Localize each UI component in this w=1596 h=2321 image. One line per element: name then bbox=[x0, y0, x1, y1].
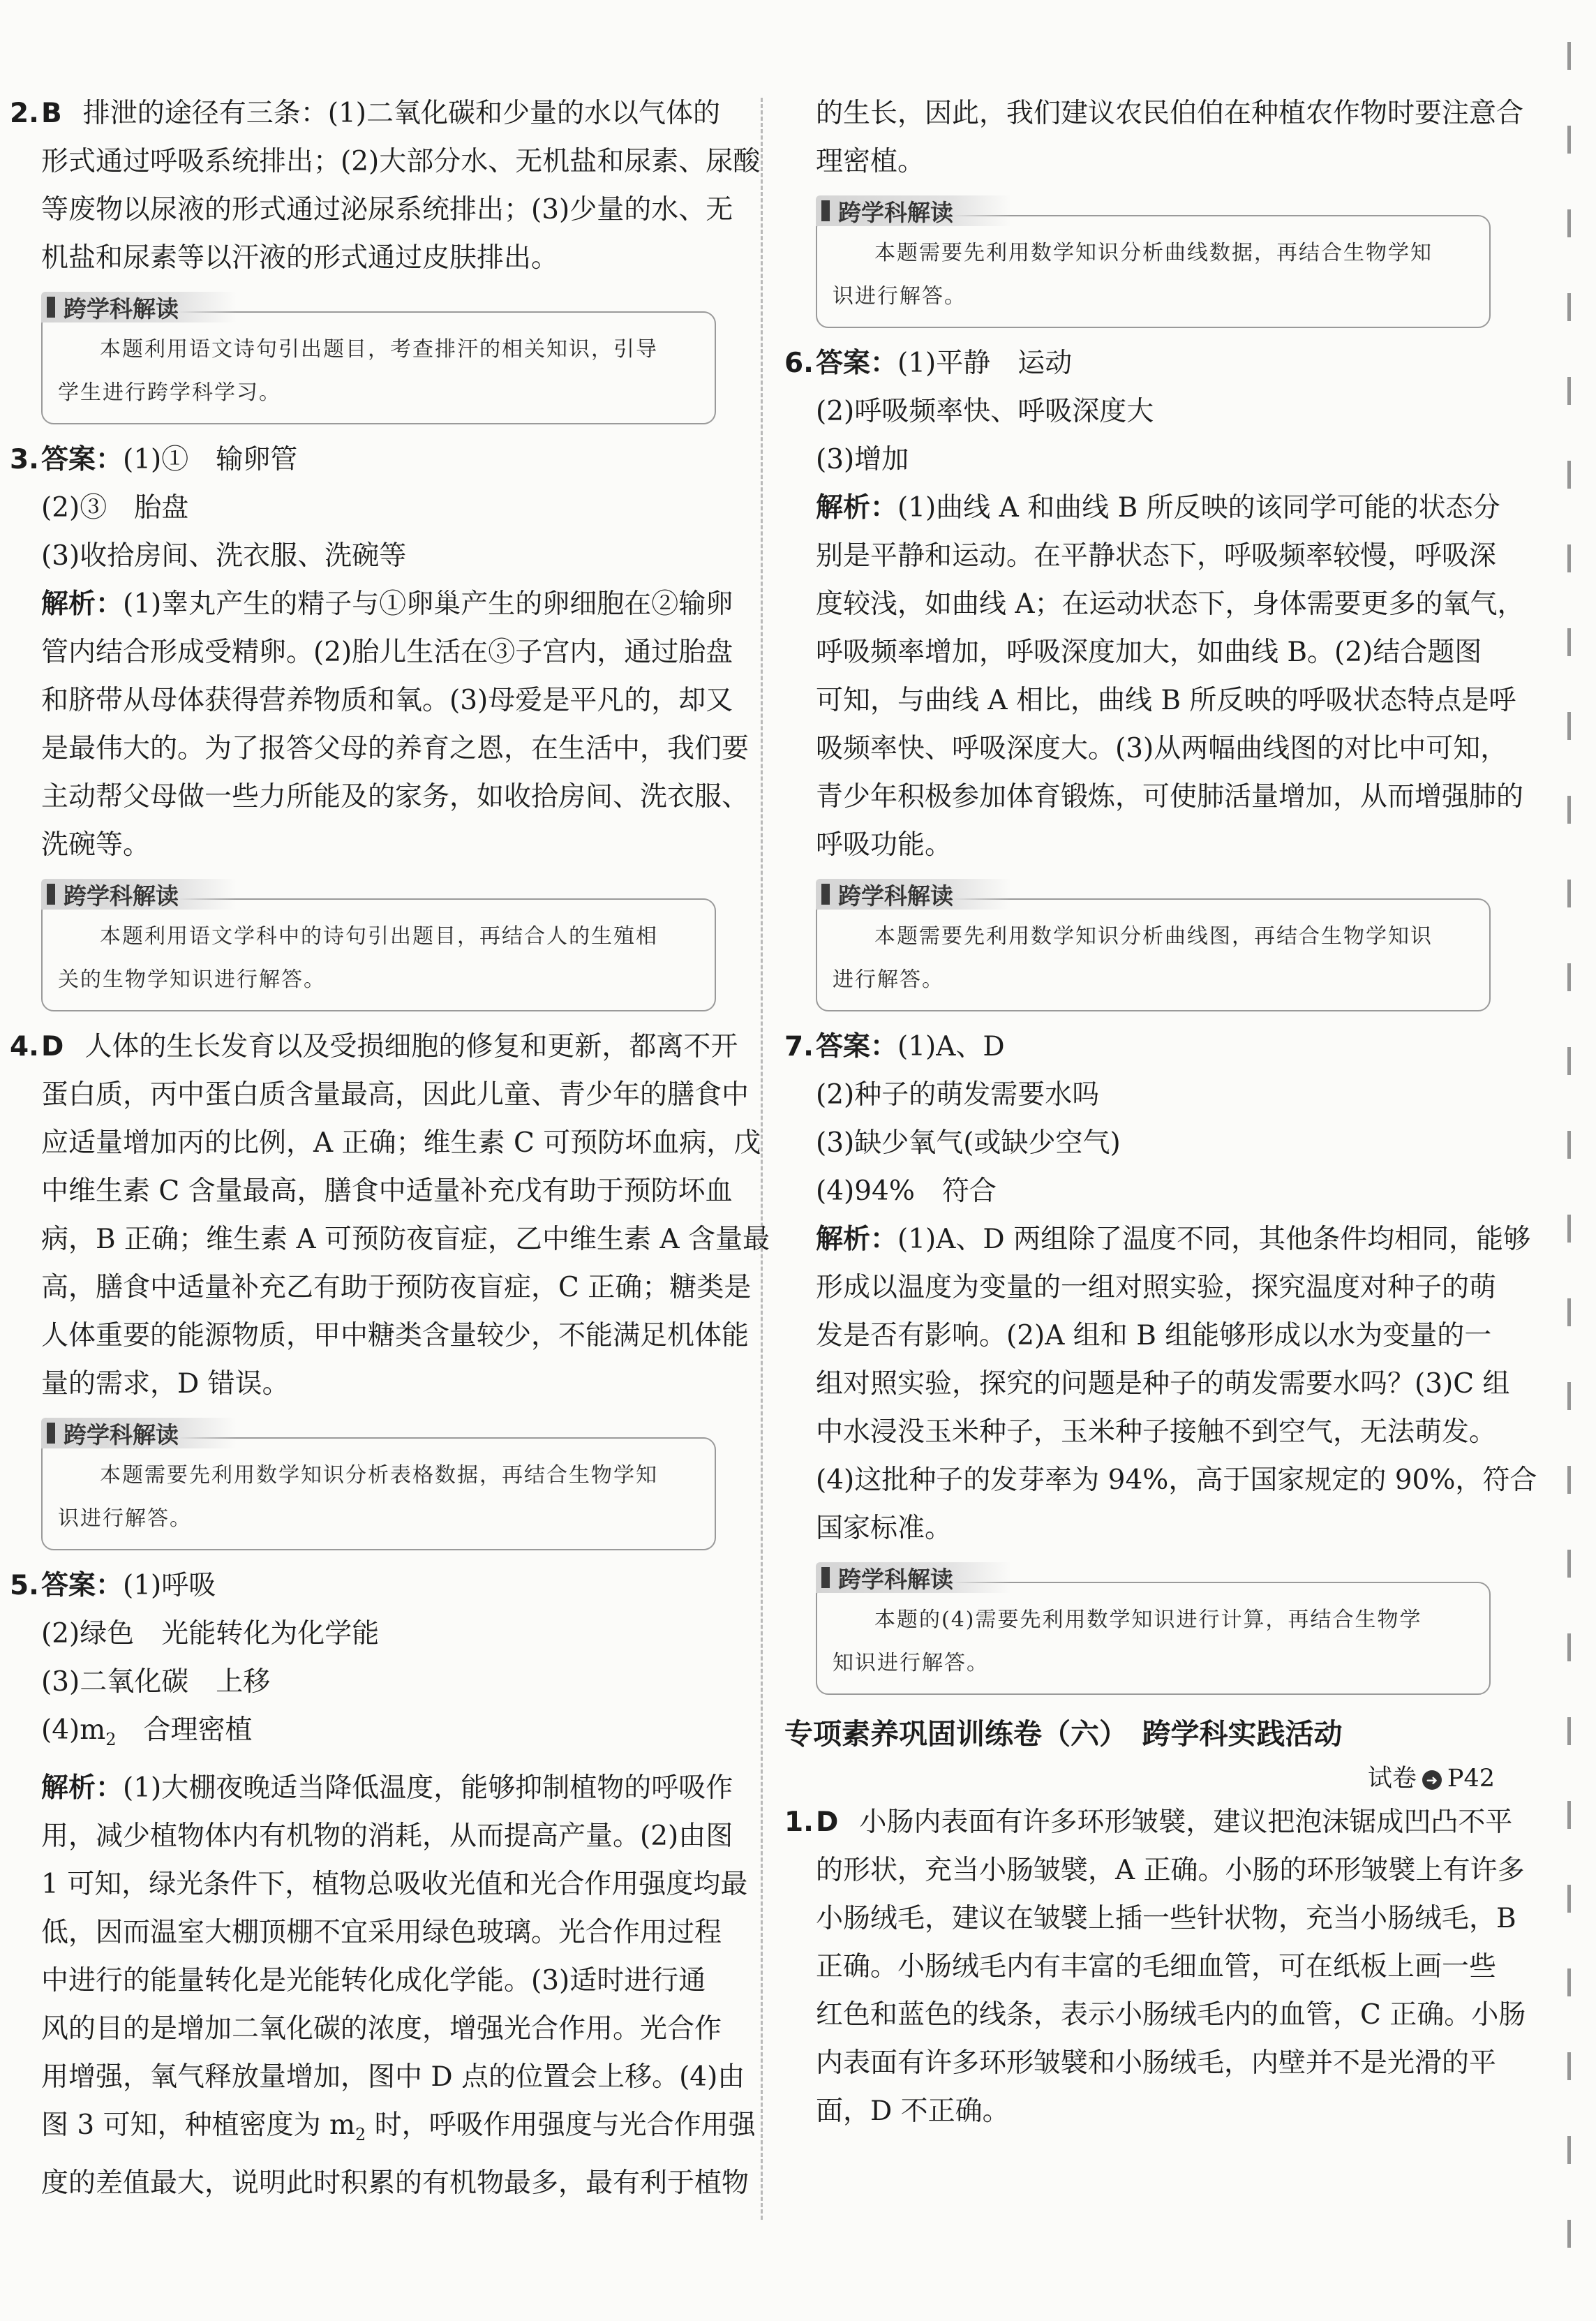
text-line: 中维生素 C 含量最高，膳食中适量补充戊有助于预防坏血 bbox=[41, 1176, 733, 1207]
answer-text: 合理密植 bbox=[116, 1714, 253, 1746]
answer-letter: D bbox=[41, 1031, 64, 1062]
answer-text: (4)m bbox=[41, 1714, 106, 1746]
answer-label: 答案： bbox=[41, 1570, 124, 1601]
text-line: 机盐和尿素等以汗液的形式通过皮肤排出。 bbox=[41, 242, 559, 274]
question-6 bbox=[784, 339, 1525, 1011]
text-line: 人体的生长发育以及受损细胞的修复和更新，都离不开 bbox=[84, 1031, 738, 1062]
box-body bbox=[816, 898, 1491, 1011]
answer-line bbox=[10, 1706, 727, 1764]
text-line: 面，D 不正确。 bbox=[816, 2096, 1010, 2127]
box-body bbox=[41, 311, 716, 424]
box-line: 关的生物学知识进行解答。 bbox=[58, 967, 326, 992]
text-line: 呼吸功能。 bbox=[816, 829, 953, 861]
text-span: 图 3 可知，种植密度为 m bbox=[41, 2109, 355, 2141]
question-number: 3. bbox=[10, 444, 39, 475]
text-line: 的生长，因此，我们建议农民伯伯在种植农作物时要注意合 bbox=[816, 98, 1524, 129]
text-line: 等废物以尿液的形式通过泌尿系统排出；(3)少量的水、无 bbox=[41, 194, 733, 225]
answer-line: (3)二氧化碳 上移 bbox=[41, 1666, 271, 1698]
book-icon bbox=[821, 1567, 830, 1588]
text-line: 呼吸频率增加，呼吸深度加大，如曲线 B。(2)结合题图 bbox=[816, 637, 1482, 668]
text-line: 中水浸没玉米种子，玉米种子接触不到空气，无法萌发。 bbox=[816, 1416, 1497, 1448]
section-question-1 bbox=[784, 1798, 1526, 2135]
box-line: 本题利用语文学科中的诗句引出题目，再结合人的生殖相 bbox=[100, 924, 658, 949]
box-tab bbox=[816, 879, 1011, 910]
cross-discipline-box bbox=[816, 1562, 1491, 1695]
text-line: 发是否有影响。(2)A 组和 B 组能够形成以水为变量的一 bbox=[816, 1320, 1492, 1351]
question-number: 6. bbox=[784, 348, 814, 379]
box-tab bbox=[41, 879, 237, 910]
answer-line: (1)A、D bbox=[897, 1031, 1005, 1062]
box-line: 学生进行跨学科学习。 bbox=[58, 380, 281, 405]
text-line: 风的目的是增加二氧化碳的浓度，增强光合作用。光合作 bbox=[41, 2012, 722, 2045]
text-line: 病，B 正确；维生素 A 可预防夜盲症，乙中维生素 A 含量最 bbox=[41, 1224, 770, 1255]
book-icon bbox=[47, 1423, 55, 1444]
box-tab bbox=[41, 292, 237, 322]
text-line: 组对照实验，探究的问题是种子的萌发需要水吗？(3)C 组 bbox=[816, 1368, 1510, 1400]
text-line: 管内结合形成受精卵。(2)胎儿生活在③子宫内，通过胎盘 bbox=[41, 637, 733, 668]
box-line: 进行解答。 bbox=[833, 967, 944, 992]
text-line: 小肠绒毛，建议在皱襞上插一些针状物，充当小肠绒毛，B bbox=[816, 1903, 1516, 1934]
question-3 bbox=[10, 436, 749, 1011]
answer-letter: D bbox=[816, 1807, 839, 1838]
question-7 bbox=[784, 1023, 1537, 1695]
box-line: 知识进行解答。 bbox=[833, 1651, 989, 1675]
box-line: 本题利用语文诗句引出题目，考查排汗的相关知识，引导 bbox=[100, 337, 658, 362]
box-line: 本题需要先利用数学知识分析曲线数据，再结合生物学知 bbox=[874, 241, 1433, 265]
text-line: 正确。小肠绒毛内有丰富的毛细血管，可在纸板上画一些 bbox=[816, 1951, 1497, 1982]
answer-label: 答案： bbox=[816, 1031, 898, 1062]
cross-discipline-box bbox=[41, 1418, 716, 1550]
text-line: 度的差值最大，说明此时积累的有机物最多，最有利于植物 bbox=[41, 2167, 749, 2199]
text-line: 形成以温度为变量的一组对照实验，探究温度对种子的萌 bbox=[816, 1272, 1497, 1303]
box-line: 本题的(4)需要先利用数学知识进行计算，再结合生物学 bbox=[874, 1608, 1422, 1632]
box-line: 识进行解答。 bbox=[58, 1506, 192, 1531]
analysis-label: 解析： bbox=[816, 492, 898, 524]
box-title: 跨学科解读 bbox=[838, 198, 953, 226]
answer-line: (4)94% 符合 bbox=[816, 1176, 997, 1207]
text-line: 1 可知，绿光条件下，植物总吸收光值和光合作用强度均最 bbox=[41, 1868, 748, 1900]
answer-line: (1)① 输卵管 bbox=[123, 444, 298, 475]
answer-line: (3)收拾房间、洗衣服、洗碗等 bbox=[41, 540, 407, 572]
text-line: 青少年积极参加体育锻炼，可使肺活量增加，从而增强肺的 bbox=[816, 781, 1524, 813]
text-line: (1)大棚夜晚适当降低温度，能够抑制植物的呼吸作 bbox=[123, 1772, 733, 1804]
text-line: 用，减少植物体内有机物的消耗，从而提高产量。(2)由图 bbox=[41, 1820, 733, 1852]
text-line: 人体重要的能源物质，甲中糖类含量较少，不能满足机体能 bbox=[41, 1320, 749, 1351]
box-body bbox=[41, 898, 716, 1011]
question-number: 2. bbox=[10, 98, 39, 129]
answer-line: (2)种子的萌发需要水吗 bbox=[816, 1079, 1100, 1111]
cross-discipline-box bbox=[816, 879, 1491, 1011]
text-line: 排泄的途径有三条：(1)二氧化碳和少量的水以气体的 bbox=[82, 98, 720, 129]
text-span: 时，呼吸作用强度与光合作用强 bbox=[366, 2109, 756, 2141]
answer-line: (1)平静 运动 bbox=[897, 348, 1073, 379]
answer-line: (3)缺少氧气(或缺少空气) bbox=[816, 1127, 1121, 1159]
page-reference bbox=[784, 1759, 1502, 1798]
book-icon bbox=[821, 884, 830, 905]
text-line: 应适量增加丙的比例，A 正确；维生素 C 可预防坏血病，戊 bbox=[41, 1127, 761, 1159]
column-divider bbox=[761, 98, 763, 2220]
text-line: 蛋白质，丙中蛋白质含量最高，因此儿童、青少年的膳食中 bbox=[41, 1079, 749, 1111]
answer-line: (1)呼吸 bbox=[123, 1570, 216, 1601]
section-title: 专项素养巩固训练卷（六） 跨学科实践活动 bbox=[784, 1717, 1343, 1751]
text-line: 可知，与曲线 A 相比，曲线 B 所反映的呼吸状态特点是呼 bbox=[816, 685, 1516, 716]
box-body bbox=[816, 215, 1491, 328]
box-title: 跨学科解读 bbox=[838, 1565, 953, 1593]
text-line: 形式通过呼吸系统排出；(2)大部分水、无机盐和尿素、尿酸 bbox=[41, 146, 761, 177]
right-column bbox=[784, 89, 1537, 2135]
question-2 bbox=[10, 89, 761, 424]
text-line: 理密植。 bbox=[816, 146, 925, 177]
box-line: 本题需要先利用数学知识分析表格数据，再结合生物学知 bbox=[100, 1463, 658, 1488]
box-title: 跨学科解读 bbox=[838, 882, 953, 910]
answer-label: 答案： bbox=[816, 348, 898, 379]
text-line: 和脐带从母体获得营养物质和氧。(3)母爱是平凡的，却又 bbox=[41, 685, 733, 716]
subscript: 2 bbox=[105, 1729, 117, 1749]
box-tab bbox=[41, 1418, 237, 1448]
box-body bbox=[816, 1582, 1491, 1695]
cross-discipline-box bbox=[41, 292, 716, 424]
book-icon bbox=[821, 200, 830, 221]
text-line: (1)睾丸产生的精子与①卵巢产生的卵细胞在②输卵 bbox=[123, 588, 733, 620]
text-line: (4)这批种子的发芽率为 94%，高于国家规定的 90%，符合 bbox=[816, 1464, 1537, 1496]
answer-letter: B bbox=[41, 98, 62, 129]
text-line: 内表面有许多环形皱襞和小肠绒毛，内壁并不是光滑的平 bbox=[816, 2047, 1497, 2079]
text-line: 用增强，氧气释放量增加，图中 D 点的位置会上移。(4)由 bbox=[41, 2061, 745, 2093]
text-line: 的形状，充当小肠皱襞，A 正确。小肠的环形皱襞上有许多 bbox=[816, 1855, 1525, 1886]
text-line bbox=[10, 2101, 756, 2159]
question-5 bbox=[10, 1562, 756, 2207]
analysis-label: 解析： bbox=[41, 588, 124, 620]
page-edge-marks bbox=[1567, 42, 1571, 2276]
text-line: 洗碗等。 bbox=[41, 829, 151, 861]
question-4 bbox=[10, 1023, 770, 1550]
box-tab bbox=[816, 1562, 1011, 1593]
text-line: 吸频率快、呼吸深度大。(3)从两幅曲线图的对比中可知， bbox=[816, 733, 1508, 764]
arrow-right-icon: ➜ bbox=[1422, 1770, 1442, 1790]
text-line: (1)曲线 A 和曲线 B 所反映的该同学可能的状态分 bbox=[897, 492, 1500, 524]
page-reference-label: 试卷 bbox=[1367, 1765, 1417, 1793]
text-line: 是最伟大的。为了报答父母的养育之恩，在生活中，我们要 bbox=[41, 733, 749, 764]
box-title: 跨学科解读 bbox=[64, 882, 179, 910]
page-reference-number: P42 bbox=[1447, 1765, 1495, 1793]
question-number: 4. bbox=[10, 1031, 39, 1062]
box-body bbox=[41, 1437, 716, 1550]
book-icon bbox=[47, 884, 55, 905]
answer-line: (2)③ 胎盘 bbox=[41, 492, 189, 524]
cross-discipline-box bbox=[816, 195, 1491, 328]
text-line: 主动帮父母做一些力所能及的家务，如收拾房间、洗衣服、 bbox=[41, 781, 749, 813]
box-title: 跨学科解读 bbox=[64, 1421, 179, 1448]
text-line: 高，膳食中适量补充乙有助于预防夜盲症，C 正确；糖类是 bbox=[41, 1272, 752, 1303]
text-line: 红色和蓝色的线条，表示小肠绒毛内的血管，C 正确。小肠 bbox=[816, 1999, 1526, 2031]
text-line: 度较浅，如曲线 A；在运动状态下，身体需要更多的氧气， bbox=[816, 588, 1525, 620]
text-line: 低，因而温室大棚顶棚不宜采用绿色玻璃。光合作用过程 bbox=[41, 1916, 722, 1948]
box-line: 识进行解答。 bbox=[833, 284, 967, 309]
box-title: 跨学科解读 bbox=[64, 295, 179, 322]
subscript: 2 bbox=[355, 2124, 366, 2144]
box-line: 本题需要先利用数学知识分析曲线图，再结合生物学知识 bbox=[874, 924, 1433, 949]
text-line: 别是平静和运动。在平静状态下，呼吸频率较慢，呼吸深 bbox=[816, 540, 1497, 572]
answer-line: (3)增加 bbox=[816, 444, 909, 475]
text-line: 量的需求，D 错误。 bbox=[41, 1368, 290, 1400]
left-column bbox=[10, 89, 770, 2207]
answer-line: (2)呼吸频率快、呼吸深度大 bbox=[816, 396, 1154, 427]
analysis-label: 解析： bbox=[816, 1224, 898, 1255]
analysis-label: 解析： bbox=[41, 1772, 124, 1804]
question-number: 1. bbox=[784, 1807, 814, 1838]
text-line: 中进行的能量转化是光能转化成化学能。(3)适时进行通 bbox=[41, 1964, 706, 1996]
question-number: 5. bbox=[10, 1570, 39, 1601]
book-icon bbox=[47, 297, 55, 318]
cross-discipline-box bbox=[41, 879, 716, 1011]
question-number: 7. bbox=[784, 1031, 814, 1062]
answer-line: (2)绿色 光能转化为化学能 bbox=[41, 1618, 380, 1649]
answer-label: 答案： bbox=[41, 444, 124, 475]
box-tab bbox=[816, 195, 1011, 226]
text-line: 国家标准。 bbox=[816, 1513, 953, 1544]
text-line: 小肠内表面有许多环形皱襞，建议把泡沫锯成凹凸不平 bbox=[859, 1807, 1513, 1838]
text-line: (1)A、D 两组除了温度不同，其他条件均相同，能够 bbox=[897, 1224, 1531, 1255]
